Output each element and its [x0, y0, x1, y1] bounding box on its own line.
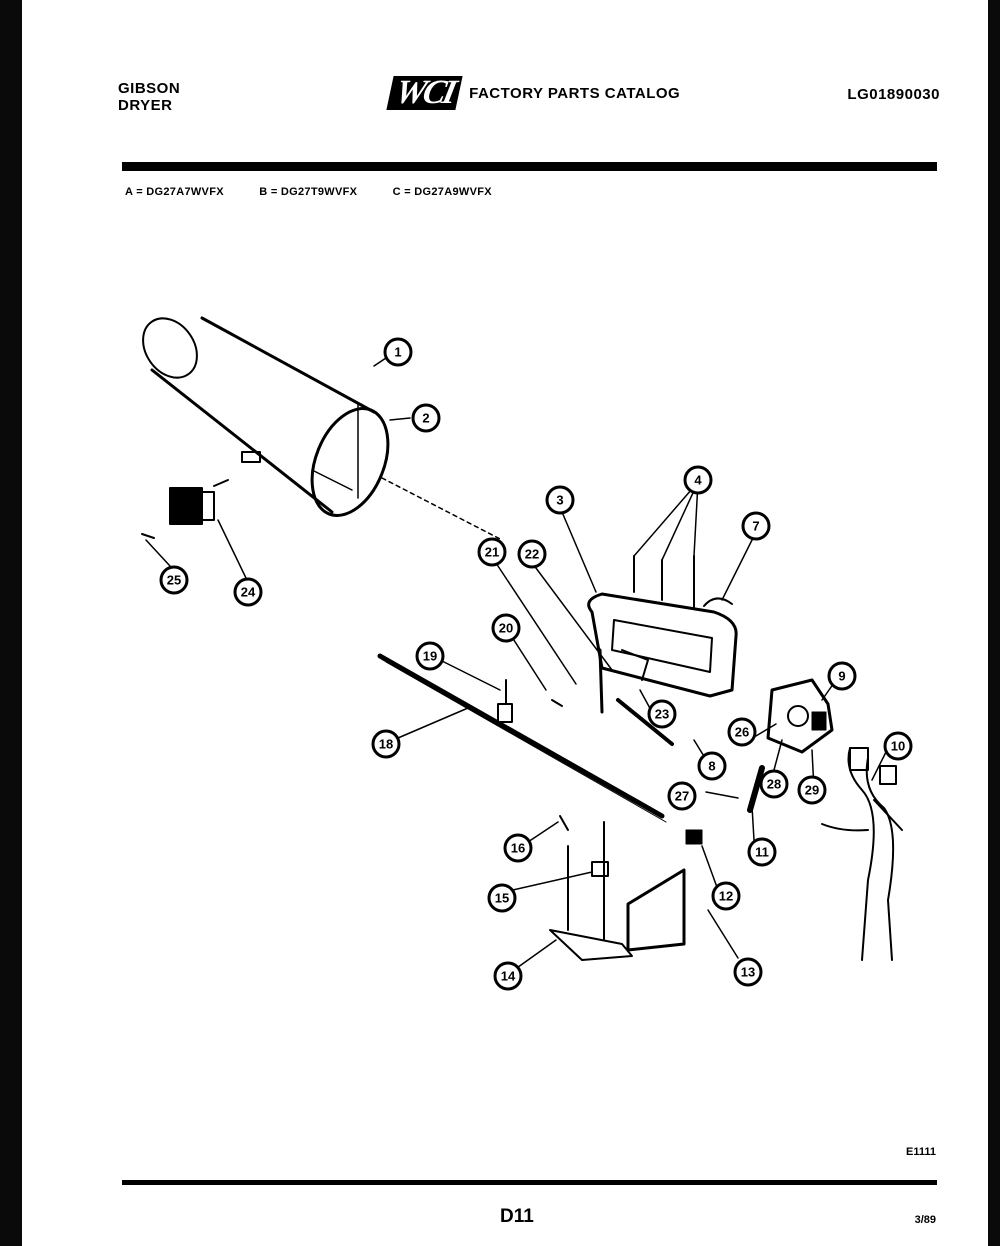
callout-label: 1 — [394, 344, 402, 360]
callout-16 — [505, 835, 531, 861]
exploded-parts-diagram — [22, 0, 988, 1246]
document-id: LG01890030 — [847, 86, 940, 103]
callout-label: 9 — [838, 668, 846, 684]
callout-29 — [799, 777, 825, 803]
wci-logo: WCI — [386, 76, 462, 110]
header-rule — [122, 162, 937, 171]
callout-18 — [373, 731, 399, 757]
catalog-page — [22, 0, 988, 1246]
product-type: DRYER — [118, 97, 173, 114]
catalog-title: FACTORY PARTS CATALOG — [469, 84, 681, 102]
callout-4 — [685, 467, 711, 493]
callout-20 — [493, 615, 519, 641]
callout-label: 7 — [752, 518, 760, 534]
bracket-assembly-drawing — [550, 816, 684, 960]
callout-2 — [413, 405, 439, 431]
callout-10 — [885, 733, 911, 759]
callout-1 — [385, 339, 411, 365]
leader-lines — [146, 354, 886, 970]
burner-housing-drawing — [589, 556, 736, 696]
callout-27 — [669, 783, 695, 809]
callout-label: 19 — [422, 648, 438, 664]
model-c: C = DG27A9WVFX — [392, 186, 492, 198]
figure-code: E1111 — [906, 1146, 936, 1158]
callout-7 — [743, 513, 769, 539]
page-number: D11 — [500, 1206, 534, 1227]
callout-23 — [649, 701, 675, 727]
callout-15 — [489, 885, 515, 911]
revision-date: 3/89 — [914, 1214, 936, 1226]
callout-9 — [829, 663, 855, 689]
callout-label: 18 — [378, 736, 394, 752]
footer-rule — [122, 1180, 937, 1185]
callout-label: 14 — [500, 968, 516, 984]
callout-label: 29 — [804, 782, 820, 798]
callout-label: 12 — [718, 888, 734, 904]
callout-14 — [495, 963, 521, 989]
callout-19 — [417, 643, 443, 669]
callout-label: 10 — [890, 738, 906, 754]
callout-25 — [161, 567, 187, 593]
callout-8 — [699, 753, 725, 779]
callout-label: 24 — [240, 584, 256, 600]
callout-label: 16 — [510, 840, 526, 856]
callout-21 — [479, 539, 505, 565]
callout-label: 2 — [422, 410, 430, 426]
callout-label: 4 — [694, 472, 702, 488]
brand-name: GIBSON — [118, 80, 181, 97]
callout-13 — [735, 959, 761, 985]
callout-12 — [713, 883, 739, 909]
callout-label: 3 — [556, 492, 564, 508]
flame-sensor-drawing — [686, 830, 702, 844]
callout-group — [161, 339, 911, 989]
wire-harness-drawing — [822, 748, 902, 960]
callout-label: 21 — [484, 544, 500, 560]
callout-label: 26 — [734, 724, 750, 740]
callout-label: 22 — [524, 546, 540, 562]
callout-label: 23 — [654, 706, 670, 722]
callout-label: 28 — [766, 776, 782, 792]
callout-24 — [235, 579, 261, 605]
callout-label: 15 — [494, 890, 510, 906]
callout-28 — [761, 771, 787, 797]
callout-26 — [729, 719, 755, 745]
callout-label: 13 — [740, 964, 756, 980]
door-switch-drawing — [142, 480, 228, 538]
callout-label: 27 — [674, 788, 690, 804]
callout-label: 20 — [498, 620, 514, 636]
model-b: B = DG27T9WVFX — [259, 186, 358, 198]
callout-label: 8 — [708, 758, 716, 774]
callout-11 — [749, 839, 775, 865]
callout-label: 25 — [166, 572, 182, 588]
callout-label: 11 — [755, 844, 769, 860]
callout-3 — [547, 487, 573, 513]
callout-22 — [519, 541, 545, 567]
model-a: A = DG27A7WVFX — [125, 186, 224, 198]
